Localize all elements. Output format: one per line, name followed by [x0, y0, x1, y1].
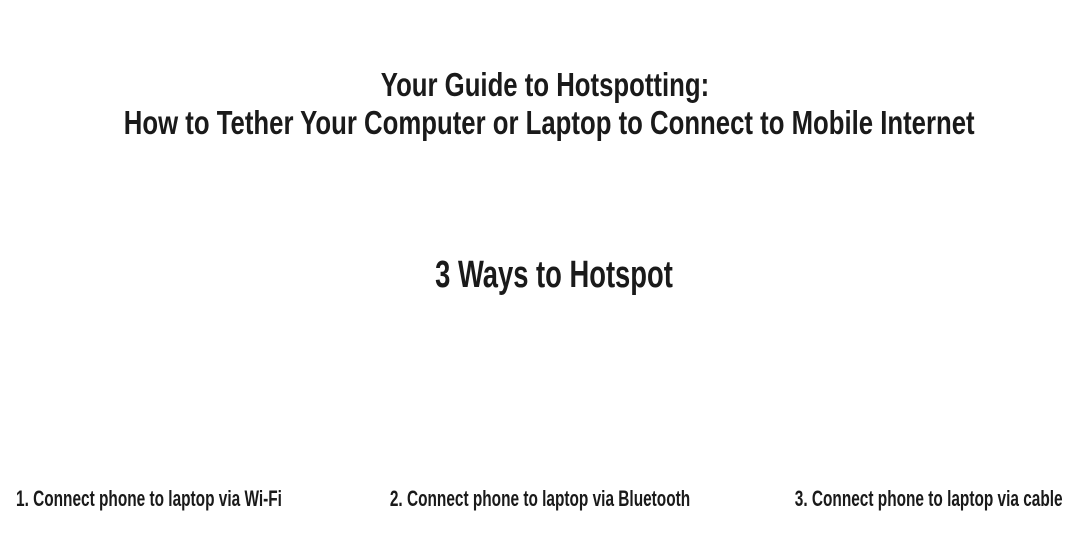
title-line-1: Your Guide to Hotspotting:: [380, 66, 710, 104]
caption-cable: 3. Connect phone to laptop via cable: [795, 486, 1063, 511]
caption-bluetooth: 2. Connect phone to laptop via Bluetooth: [389, 486, 691, 511]
title-line-2: How to Tether Your Computer or Laptop to Connect to Mobile Internet: [123, 104, 975, 142]
caption-wifi: 1. Connect phone to laptop via Wi-Fi: [16, 486, 282, 511]
caption-row: [0, 486, 1080, 512]
section-heading: 3 Ways to Hotspot: [435, 253, 673, 296]
page-title: [123, 66, 975, 142]
